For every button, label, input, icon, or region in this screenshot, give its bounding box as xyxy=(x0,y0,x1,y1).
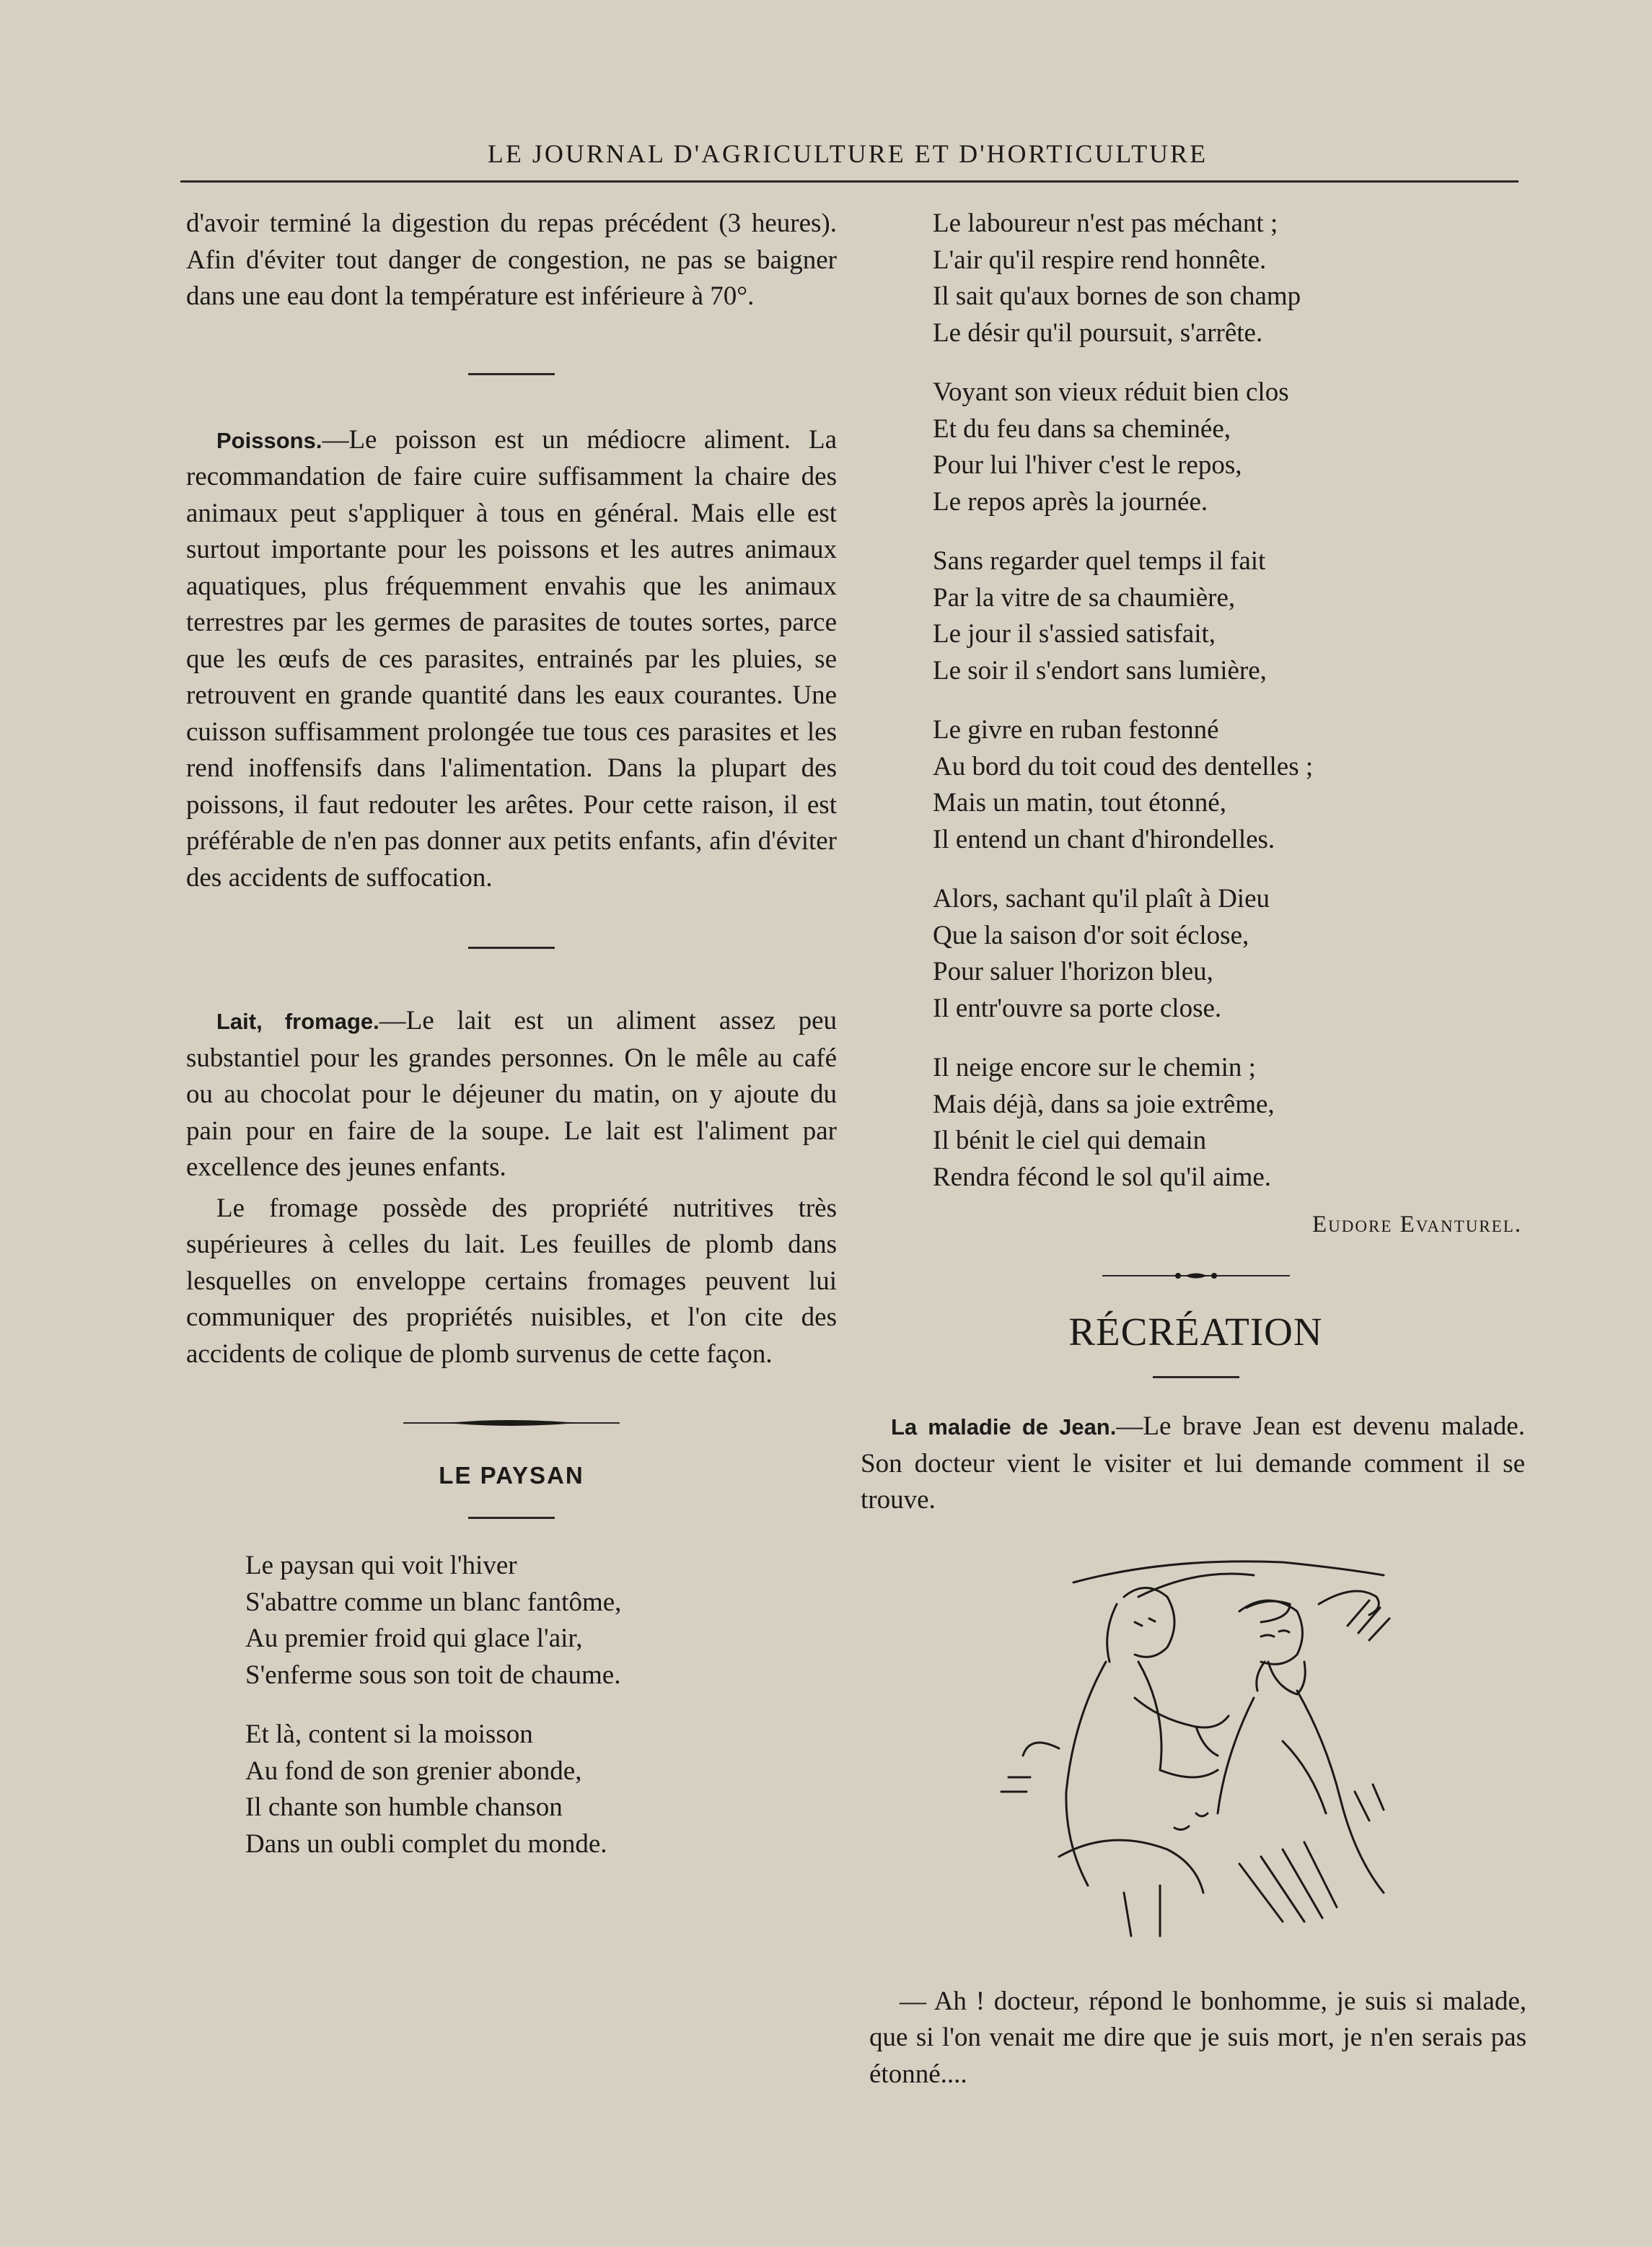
poem-stanza xyxy=(933,712,1522,858)
poem-line: Il sait qu'aux bornes de son champ xyxy=(933,281,1301,311)
poem-line: Le laboureur n'est pas méchant ; xyxy=(933,209,1278,238)
poem-line: Dans un oubli complet du monde. xyxy=(245,1828,607,1859)
poem-line: Et là, content si la moisson xyxy=(245,1720,533,1749)
poem-line: S'enferme sous son toit de chaume. xyxy=(245,1660,621,1690)
lait-heading: Lait, fromage. xyxy=(216,1009,379,1034)
poem-line: Mais déjà, dans sa joie extrême, xyxy=(933,1089,1275,1119)
poem-line: Par la vitre de sa chaumière, xyxy=(933,582,1236,613)
poem-line: Sans regarder quel temps il fait xyxy=(933,546,1266,576)
poem-stanza xyxy=(933,1050,1522,1196)
maladie-paragraph xyxy=(861,1409,1525,1519)
section-divider xyxy=(468,373,555,375)
ornament-rule xyxy=(1102,1269,1290,1283)
poem-line: Au bord du toit coud des dentelles ; xyxy=(933,751,1314,781)
lait-paragraph xyxy=(186,1003,837,1186)
poem-line: Pour saluer l'horizon bleu, xyxy=(933,957,1213,986)
poissons-text: —Le poisson est un médiocre aliment. La recommandation de faire cuire suffisamment la chaire des animaux peut s'appliquer à tous en général. Mais elle est surtout importante pour les poissons et les autres animaux aquatiques, plus fréquemment envahis que les animaux terrestres par les germes de parasites de toutes sortes, parce que les œufs de ces parasites, entrainés par les pluies, se retrouvent en grande quantité dans les eaux courantes. Une cuisson suffisamment prolongée tue tous ces parasites et les rend inoffensifs dans l'alimentation. Dans la plupart des poissons, il faut redouter les arêtes. Pour cette raison, il est préférable de n'en pas donner aux petits enfants, afin d'éviter des accidents de suffocation. xyxy=(186,424,837,893)
poem-stanza xyxy=(933,881,1522,1027)
poem-left xyxy=(245,1548,837,1862)
poem-line: Le soir il s'endort sans lumière, xyxy=(933,655,1267,686)
poem-line: Au fond de son grenier abonde, xyxy=(245,1756,582,1786)
poem-line: Mais un matin, tout étonné, xyxy=(933,788,1226,818)
poem-line: Et du feu dans sa cheminée, xyxy=(933,413,1231,444)
poissons-paragraph xyxy=(186,422,837,897)
lait-text: —Le lait est un aliment assez peu substantiel pour les grandes personnes. On le mêle au café ou au chocolat pour le déjeuner du matin, on y ajoute du pain pour en faire de la soupe. Le lait est l'aliment par excellence des jeunes enfants. xyxy=(186,1006,837,1182)
poem-stanza xyxy=(933,206,1522,351)
poem-line: Au premier froid qui glace l'air, xyxy=(245,1624,583,1653)
section-title: RÉCRÉATION xyxy=(1068,1310,1323,1354)
poem-line: Il neige encore sur le chemin ; xyxy=(933,1053,1256,1082)
poem-stanza xyxy=(933,543,1522,689)
poissons-heading: Poissons. xyxy=(216,427,322,453)
title-underline xyxy=(1153,1376,1239,1378)
poem-title: LE PAYSAN xyxy=(439,1462,584,1489)
poem-line: Le jour il s'assied satisfait, xyxy=(933,619,1216,649)
maladie-text: —Le brave Jean est devenu malade. Son docteur vient le visiter et lui demande comment il se trouve. xyxy=(861,1411,1525,1515)
intro-paragraph: d'avoir terminé la digestion du repas précédent (3 heures). Afin d'éviter tout danger de congestion, ne pas se baigner dans une eau dont la température est inférieure à 70°. xyxy=(186,209,837,311)
doctor-patient-illustration xyxy=(980,1554,1412,1958)
poem-line: Le givre en ruban festonné xyxy=(933,715,1219,745)
poem-line: Que la saison d'or soit éclose, xyxy=(933,920,1249,950)
poem-line: Voyant son vieux réduit bien clos xyxy=(933,377,1289,407)
poem-line: S'abattre comme un blanc fantôme, xyxy=(245,1587,622,1617)
poem-line: Rendra fécond le sol qu'il aime. xyxy=(933,1162,1272,1192)
punchline-paragraph: — Ah ! docteur, répond le bonhomme, je suis si malade, que si l'on venait me dire que je suis mort, je n'en serais pas étonné.... xyxy=(869,1986,1526,2089)
right-column xyxy=(861,206,1526,2093)
poem-line: Le repos après la journée. xyxy=(933,486,1208,517)
poem-stanza xyxy=(245,1548,837,1694)
running-header: LE JOURNAL D'AGRICULTURE ET D'HORTICULTURE xyxy=(487,139,1208,168)
poem-right xyxy=(933,206,1522,1196)
header-rule xyxy=(180,180,1519,183)
poem-line: Il bénit le ciel qui demain xyxy=(933,1126,1207,1155)
poem-author: Eudore Evanturel. xyxy=(1312,1212,1522,1238)
fromage-paragraph: Le fromage possède des propriété nutritives très supérieures à celles du lait. Les feuilles de plomb dans lesquelles on enveloppe certains fromages peuvent lui communiquer des propriétés nuisibles, et l'on cite des accidents de colique de plomb survenus de cette façon. xyxy=(186,1193,837,1369)
poem-line: Il entr'ouvre sa porte close. xyxy=(933,993,1222,1023)
poem-line: Le désir qu'il poursuit, s'arrête. xyxy=(933,317,1263,348)
poem-line: L'air qu'il respire rend honnête. xyxy=(933,245,1267,275)
poem-line: Pour lui l'hiver c'est le repos, xyxy=(933,450,1242,480)
poem-line: Il entend un chant d'hirondelles. xyxy=(933,824,1275,854)
maladie-heading: La maladie de Jean. xyxy=(891,1414,1117,1440)
ornament-rule xyxy=(403,1416,620,1430)
poem-line: Il chante son humble chanson xyxy=(245,1792,563,1822)
section-divider xyxy=(468,947,555,949)
poem-stanza xyxy=(933,374,1522,520)
poem-stanza xyxy=(245,1717,837,1862)
title-underline xyxy=(468,1517,555,1519)
left-column xyxy=(186,206,837,1862)
poem-line: Le paysan qui voit l'hiver xyxy=(245,1551,517,1580)
poem-line: Alors, sachant qu'il plaît à Dieu xyxy=(933,884,1270,914)
